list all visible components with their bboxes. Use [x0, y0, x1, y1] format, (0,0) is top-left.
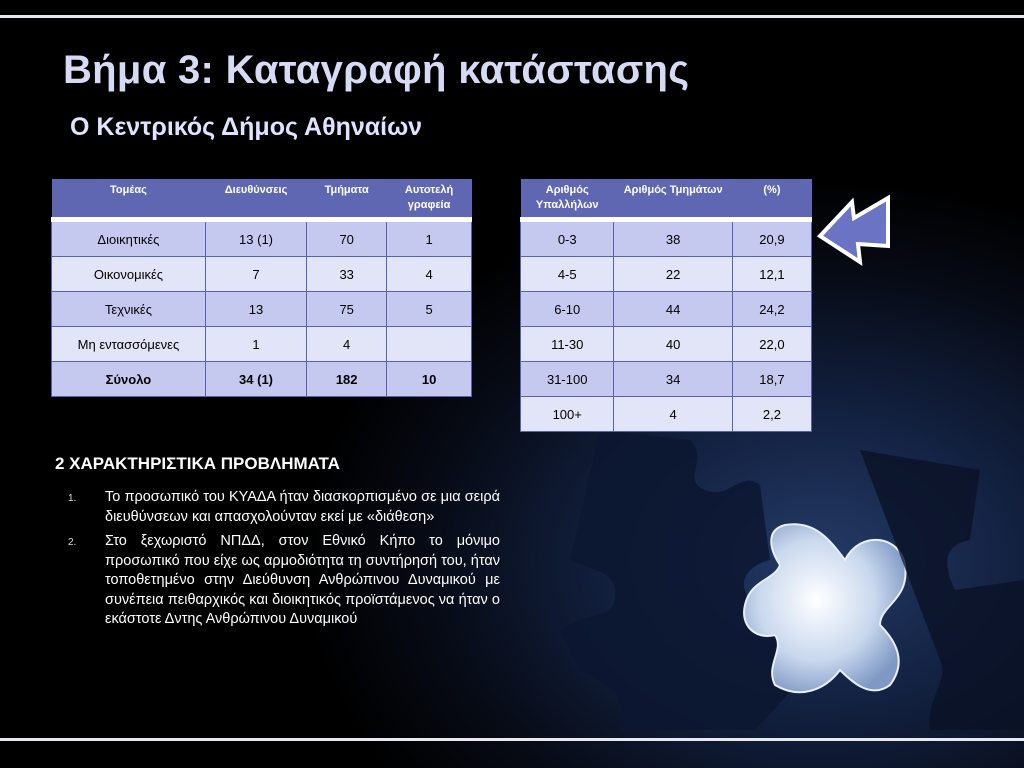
- list-item-number: 1.: [68, 493, 77, 504]
- list-item: [68, 532, 500, 630]
- table-row: [521, 327, 812, 362]
- cell-sector: Διοικητικές: [52, 220, 206, 257]
- cell-count: 4: [614, 397, 732, 432]
- list-item: [68, 488, 500, 527]
- table-row: [521, 362, 812, 397]
- cell-directorates: 7: [205, 257, 306, 292]
- cell-directorates: 13 (1): [205, 220, 306, 257]
- cell-total-label: Σύνολο: [52, 362, 206, 397]
- table-header-row: [521, 179, 812, 220]
- cell-range: 100+: [521, 397, 614, 432]
- cell-range: 11-30: [521, 327, 614, 362]
- cell-sector: Οικονομικές: [52, 257, 206, 292]
- sectors-table: [51, 179, 472, 397]
- cell-offices: [387, 327, 472, 362]
- cell-count: 34: [614, 362, 732, 397]
- header-independent-offices: Αυτοτελή γραφεία: [387, 179, 472, 220]
- cell-percent: 20,9: [732, 220, 811, 257]
- cell-percent: 24,2: [732, 292, 811, 327]
- table-row: [52, 257, 472, 292]
- header-percent: (%): [732, 179, 811, 220]
- table-row: [521, 257, 812, 292]
- slide-subtitle: Ο Κεντρικός Δήμος Αθηναίων: [70, 113, 423, 141]
- cell-percent: 22,0: [732, 327, 811, 362]
- problems-list: [68, 488, 500, 635]
- cell-percent: 18,7: [732, 362, 811, 397]
- table-row: [52, 220, 472, 257]
- cell-departments: 33: [307, 257, 387, 292]
- cell-count: 44: [614, 292, 732, 327]
- slide-title: Βήμα 3: Καταγραφή κατάστασης: [63, 48, 690, 92]
- header-directorates: Διευθύνσεις: [205, 179, 306, 220]
- header-sector: Τομέας: [52, 179, 206, 220]
- bottom-rule: [0, 738, 1024, 741]
- cell-range: 31-100: [521, 362, 614, 397]
- table-header-row: [52, 179, 472, 220]
- cell-total-offices: 10: [387, 362, 472, 397]
- cell-offices: 5: [387, 292, 472, 327]
- table-row: [52, 327, 472, 362]
- cell-percent: 2,2: [732, 397, 811, 432]
- list-item-text: Το προσωπικό του ΚΥΑΔΑ ήταν διασκορπισμένο σε μια σειρά διευθύνσεων και απασχολούνταν εκεί με «διάθεση»: [105, 489, 500, 525]
- cell-departments: 4: [307, 327, 387, 362]
- cell-total-departments: 182: [307, 362, 387, 397]
- header-department-count: Αριθμός Τμημάτων: [614, 179, 732, 220]
- list-item-text: Στο ξεχωριστό ΝΠΔΔ, στον Εθνικό Κήπο το μόνιμο προσωπικό που είχε ως αρμοδιότητα τη συντήρησή του, ήταν τοποθετημένο στην Διεύθυνση Ανθρώπινου Δυναμικού με συνέπεια πειθαρχικός και διοικητικός προϊστάμενος να ήταν ο εκάστοτε Δντης Ανθρώπινου Δυναμικού: [105, 533, 500, 627]
- table-row: [521, 397, 812, 432]
- cell-directorates: 1: [205, 327, 306, 362]
- puzzle-piece-icon: [560, 430, 1024, 738]
- cell-directorates: 13: [205, 292, 306, 327]
- header-employee-count: Αριθμός Υπαλλήλων: [521, 179, 614, 220]
- cell-range: 4-5: [521, 257, 614, 292]
- table-total-row: [52, 362, 472, 397]
- header-departments: Τμήματα: [307, 179, 387, 220]
- employees-table: [520, 179, 812, 432]
- table-row: [521, 220, 812, 257]
- cell-sector: Τεχνικές: [52, 292, 206, 327]
- cell-offices: 1: [387, 220, 472, 257]
- table-row: [52, 292, 472, 327]
- cell-departments: 70: [307, 220, 387, 257]
- cell-offices: 4: [387, 257, 472, 292]
- cell-range: 6-10: [521, 292, 614, 327]
- top-rule: [0, 15, 1024, 18]
- cell-total-directorates: 34 (1): [205, 362, 306, 397]
- table-row: [521, 292, 812, 327]
- cell-departments: 75: [307, 292, 387, 327]
- cell-count: 38: [614, 220, 732, 257]
- problems-heading: 2 ΧΑΡΑΚΤΗΡΙΣΤΙΚΑ ΠΡΟΒΛΗΜΑΤΑ: [55, 454, 340, 473]
- cell-percent: 12,1: [732, 257, 811, 292]
- cell-count: 22: [614, 257, 732, 292]
- cell-count: 40: [614, 327, 732, 362]
- list-item-number: 2.: [68, 537, 77, 548]
- cell-range: 0-3: [521, 220, 614, 257]
- arrow-left-icon: [814, 188, 894, 268]
- cell-sector: Μη εντασσόμενες: [52, 327, 206, 362]
